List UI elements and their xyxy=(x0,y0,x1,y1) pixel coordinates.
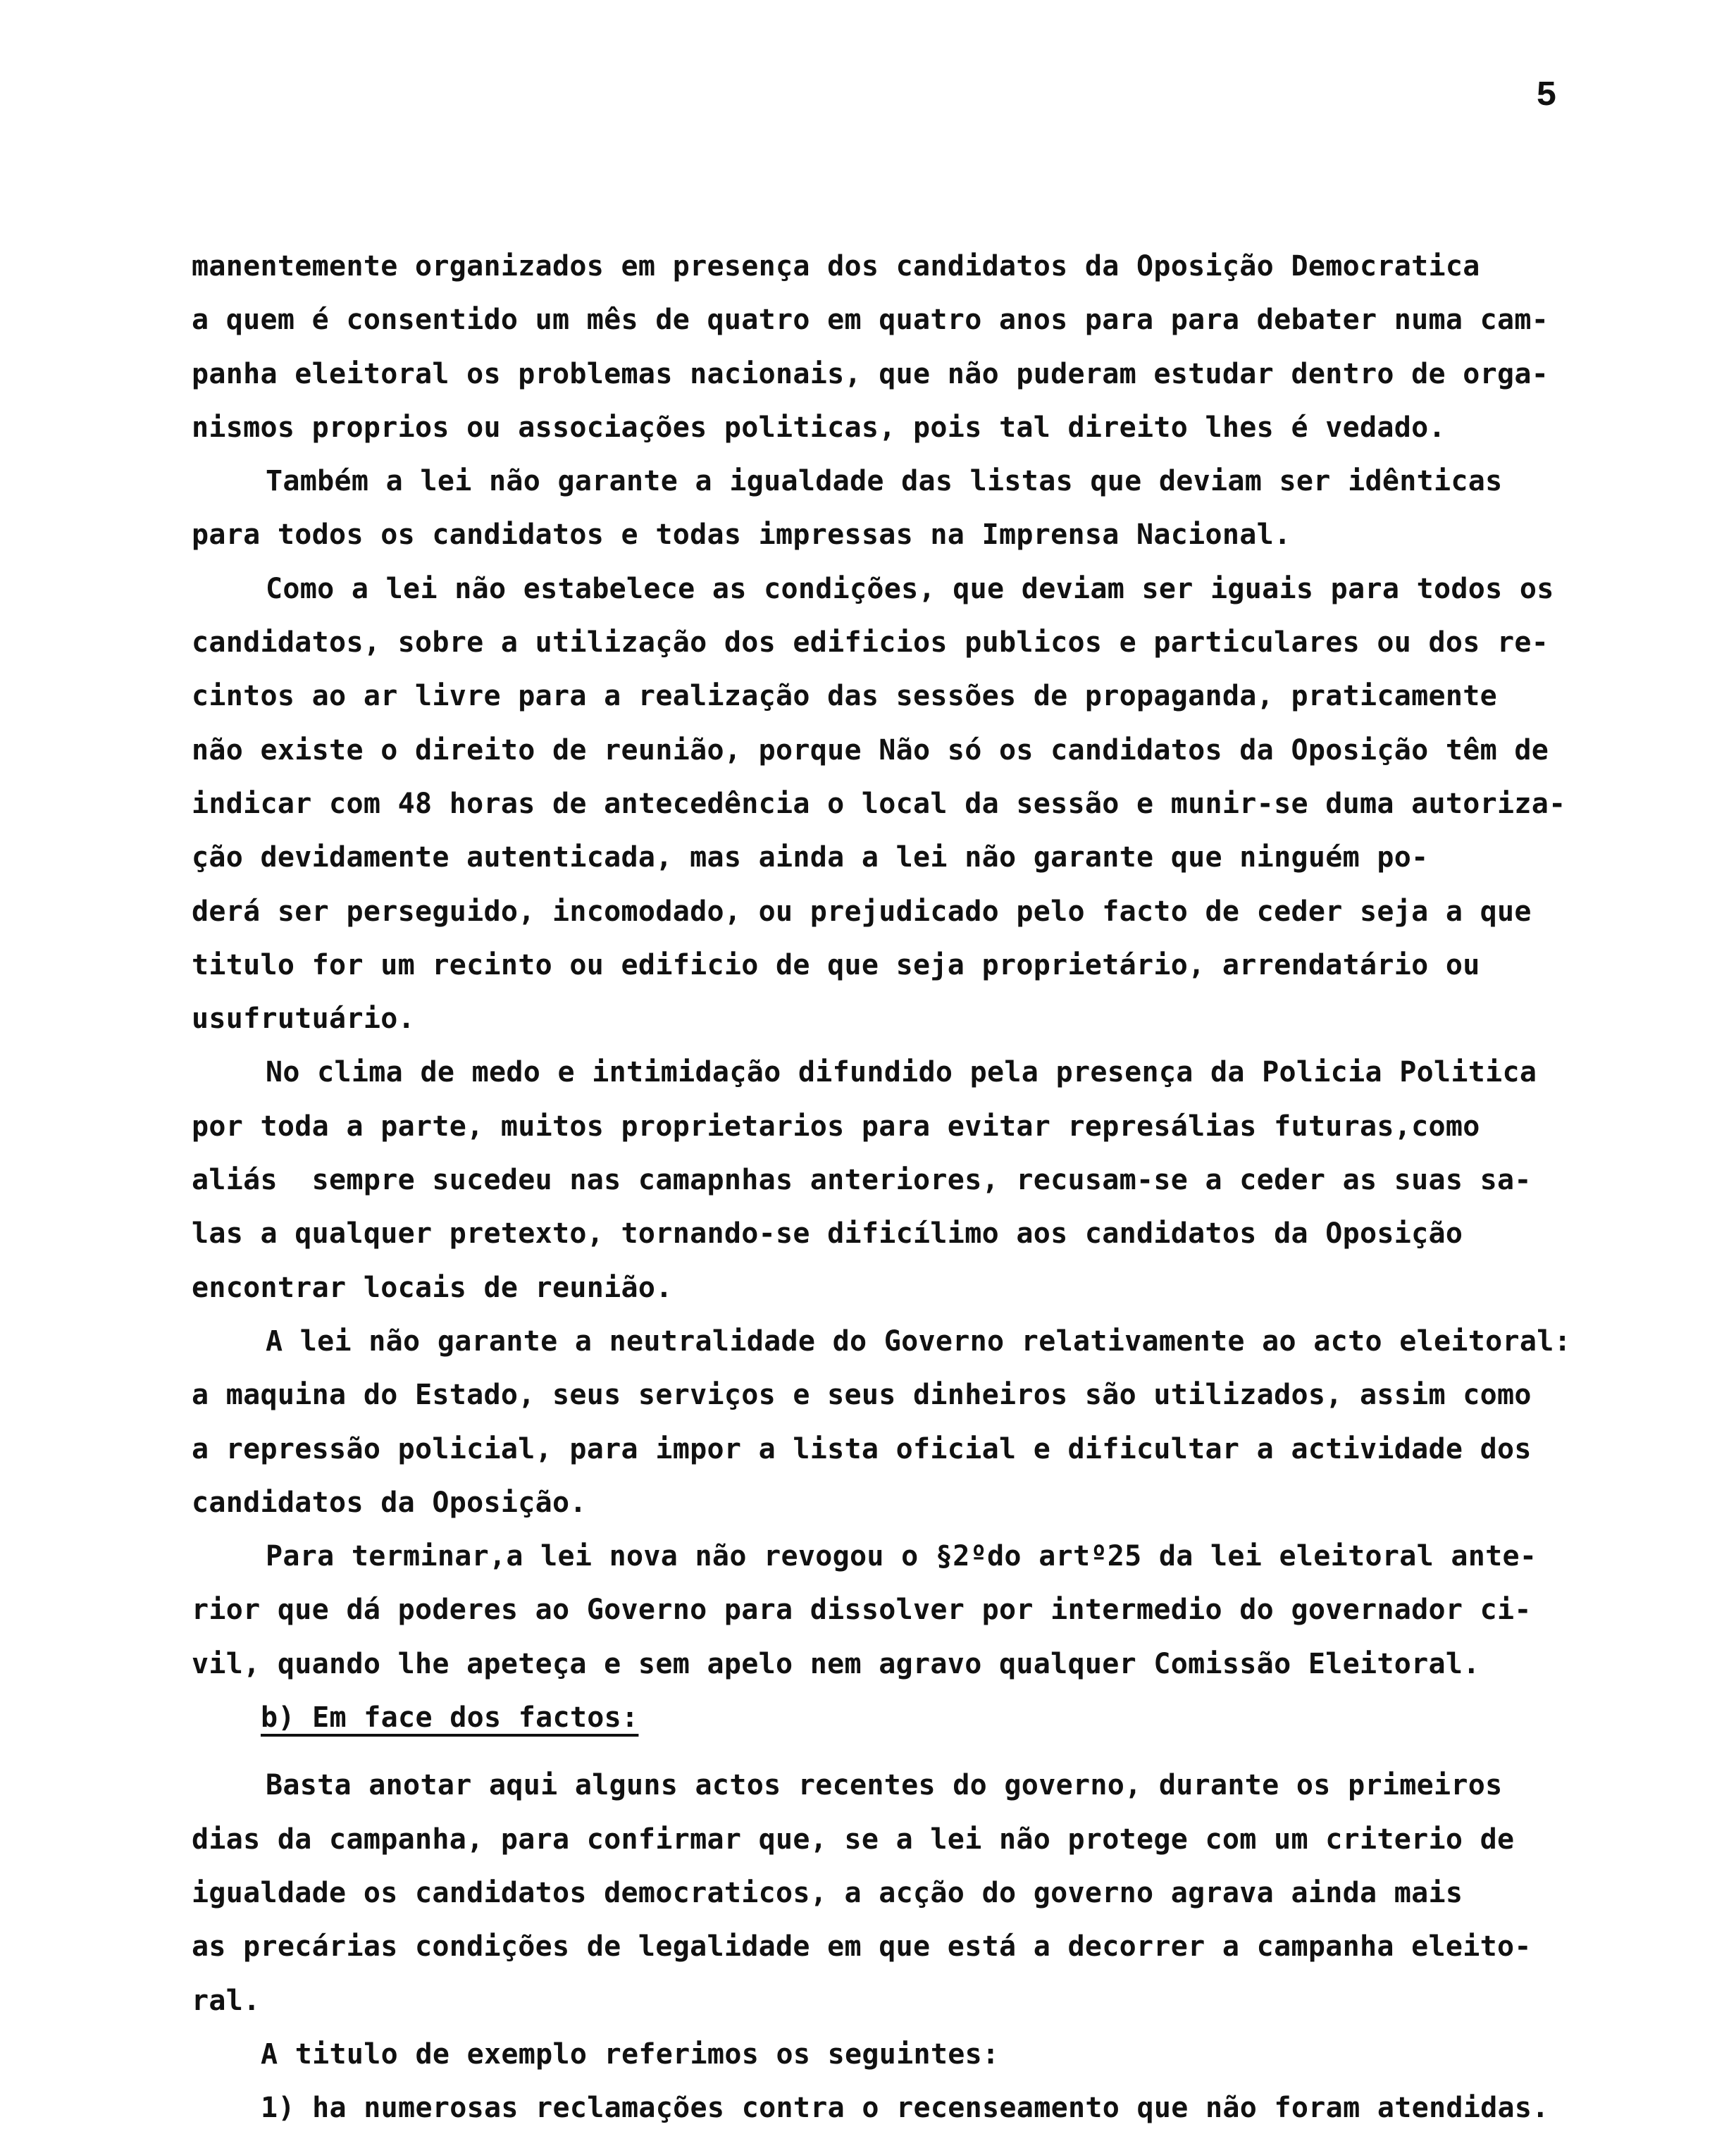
document-body xyxy=(192,240,1699,2135)
text-line: cintos ao ar livre para a realização das sessões de propaganda, praticamente xyxy=(192,680,1498,713)
text-line: para todos os candidatos e todas impressas na Imprensa Nacional. xyxy=(192,519,1291,552)
text-line: candidatos, sobre a utilização dos edificios publicos e particulares ou dos re- xyxy=(192,626,1549,659)
text-line: a maquina do Estado, seus serviços e seus dinheiros são utilizados, assim como xyxy=(192,1379,1532,1412)
text-line: indicar com 48 horas de antecedência o local da sessão e munir-se duma autoriza- xyxy=(192,787,1566,820)
text-line: a repressão policial, para impor a lista oficial e dificultar a actividade dos xyxy=(192,1432,1532,1465)
paragraph-start: Para terminar,a lei nova não revogou o §2ºdo artº25 da lei eleitoral ante- xyxy=(266,1540,1537,1573)
text-line: derá ser perseguido, incomodado, ou prejudicado pelo facto de ceder seja a que xyxy=(192,895,1532,928)
text-line: las a qualquer pretexto, tornando-se dificílimo aos candidatos da Oposição xyxy=(192,1217,1463,1251)
text-line: ção devidamente autenticada, mas ainda a lei não garante que ninguém po- xyxy=(192,841,1429,874)
paragraph-start: No clima de medo e intimidação difundido pela presença da Policia Politica xyxy=(266,1056,1537,1089)
text-line: a quem é consentido um mês de quatro em quatro anos para para debater numa cam- xyxy=(192,304,1549,337)
paragraph-start: A lei não garante a neutralidade do Governo relativamente ao acto eleitoral: xyxy=(266,1324,1572,1358)
example-intro: A titulo de exemplo referimos os seguintes: xyxy=(261,2037,1000,2071)
list-item: 1) ha numerosas reclamações contra o recenseamento que não foram atendidas. xyxy=(261,2092,1549,2125)
text-line: vil, quando lhe apeteça e sem apelo nem agravo qualquer Comissão Eleitoral. xyxy=(192,1647,1480,1680)
text-line: não existe o direito de reunião, porque Não só os candidatos da Oposição têm de xyxy=(192,733,1549,767)
text-line: titulo for um recinto ou edificio de que seja proprietário, arrendatário ou xyxy=(192,948,1480,981)
paragraph-start: Também a lei não garante a igualdade das listas que deviam ser idênticas xyxy=(266,465,1503,498)
paragraph-start: Como a lei não estabelece as condições, que deviam ser iguais para todos os xyxy=(266,572,1554,605)
text-line: igualdade os candidatos democraticos, a acção do governo agrava ainda mais xyxy=(192,1876,1463,1909)
paragraph-start: Basta anotar aqui alguns actos recentes do governo, durante os primeiros xyxy=(266,1769,1503,1802)
text-line: usufrutuário. xyxy=(192,1003,415,1036)
text-line: manentemente organizados em presença dos candidatos da Oposição Democratica xyxy=(192,250,1480,283)
text-line: candidatos da Oposição. xyxy=(192,1486,587,1519)
text-line: encontrar locais de reunião. xyxy=(192,1271,673,1304)
text-line: rior que dá poderes ao Governo para dissolver por intermedio do governador ci- xyxy=(192,1594,1532,1627)
text-line: ral. xyxy=(192,1984,261,2017)
text-line: panha eleitoral os problemas nacionais, que não puderam estudar dentro de orga- xyxy=(192,357,1549,390)
section-heading: b) Em face dos factos: xyxy=(261,1701,639,1735)
text-line: as precárias condições de legalidade em que está a decorrer a campanha eleito- xyxy=(192,1930,1532,1963)
page-number: 5 xyxy=(1536,76,1558,116)
text-line: aliás sempre sucedeu nas camapnhas anteriores, recusam-se a ceder as suas sa- xyxy=(192,1164,1532,1197)
text-line: nismos proprios ou associações politicas, pois tal direito lhes é vedado. xyxy=(192,411,1446,444)
text-line: dias da campanha, para confirmar que, se a lei não protege com um criterio de xyxy=(192,1823,1515,1856)
text-line: por toda a parte, muitos proprietarios para evitar represálias futuras,como xyxy=(192,1110,1480,1143)
